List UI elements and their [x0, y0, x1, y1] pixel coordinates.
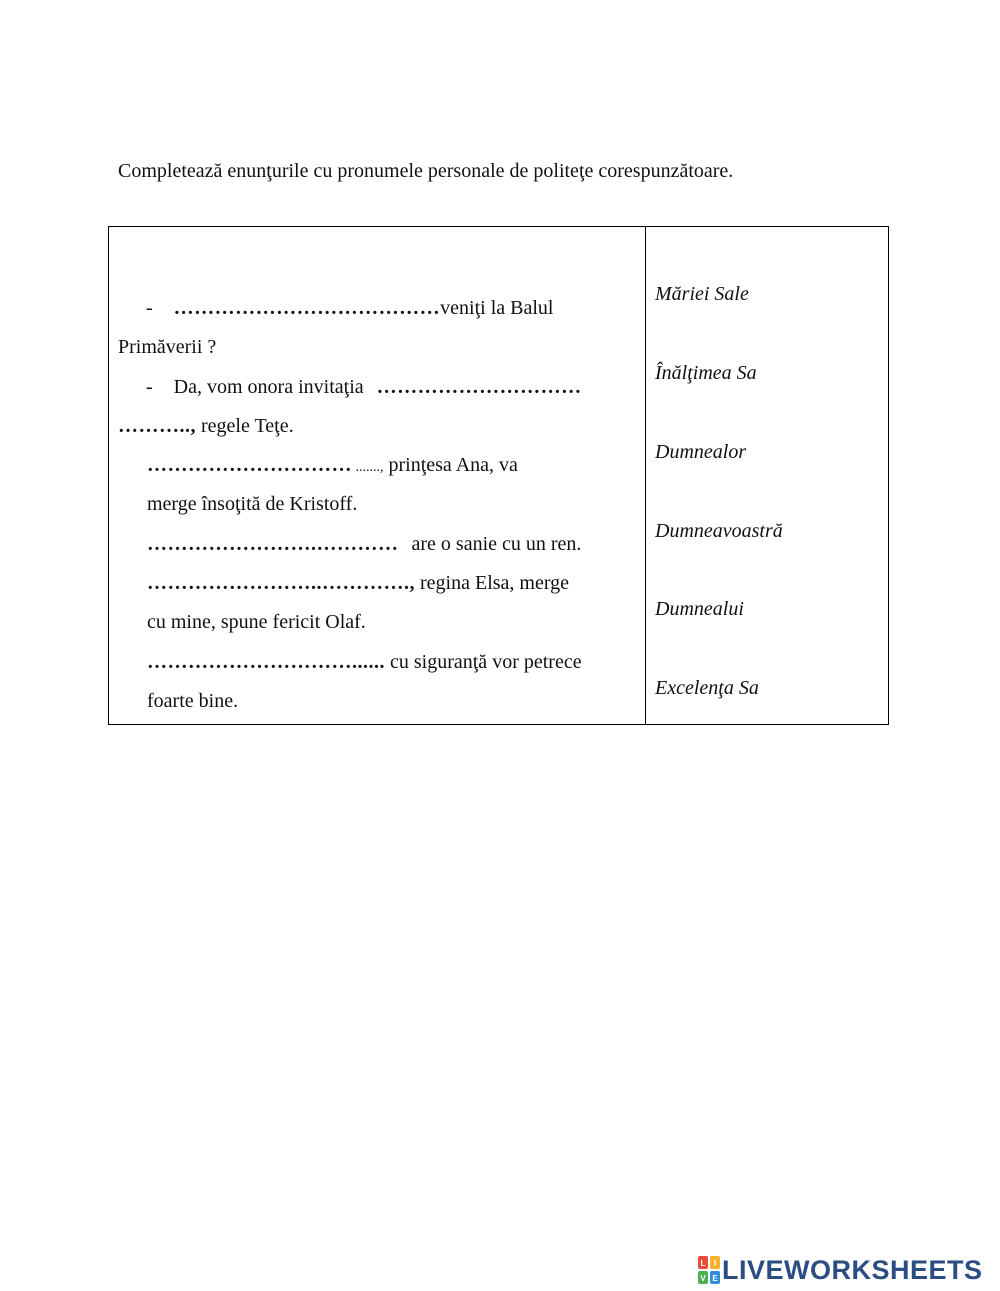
column-divider	[645, 227, 646, 724]
sentence-text: regele Teţe.	[196, 415, 294, 437]
dots: .......,	[352, 460, 384, 475]
option-excelenta-sa[interactable]: Excelenţa Sa	[655, 677, 759, 699]
sentence-text: veniţi la Balul	[440, 297, 554, 319]
liveworksheets-logo-icon	[698, 1256, 720, 1284]
option-dumneavoastra[interactable]: Dumneavoastră	[655, 520, 783, 542]
answer-blank-6[interactable]: …………………………......	[147, 651, 385, 673]
sentence-1-line-2: Primăverii ?	[118, 336, 217, 358]
answer-blank-3[interactable]: …………………………	[147, 454, 352, 476]
liveworksheets-logo	[698, 1255, 983, 1285]
dash: -	[146, 297, 153, 319]
logo-text: LIVEWORKSHEETS	[722, 1255, 983, 1285]
answer-blank-2-continued[interactable]: ………..,	[118, 415, 196, 437]
sentence-3-line-1	[147, 452, 518, 481]
sentence-text: are o sanie cu un ren.	[411, 533, 582, 555]
sentence-6-line-1	[147, 649, 582, 675]
option-dumnealui[interactable]: Dumnealui	[655, 598, 744, 620]
answer-blank-5[interactable]: ……………………..………….,	[147, 572, 415, 594]
answer-blank-4[interactable]: …………………….…………	[147, 533, 399, 555]
sentence-5-line-2: cu mine, spune fericit Olaf.	[147, 611, 366, 633]
answer-blank-2[interactable]: …………………………	[376, 376, 582, 398]
sentence-text: cu siguranţă vor petrece	[385, 651, 582, 673]
answer-blank-1[interactable]: …………………………………	[173, 297, 441, 319]
sentence-2-line-2	[118, 413, 294, 439]
option-mariei-sale[interactable]: Măriei Sale	[655, 283, 749, 305]
sentence-6-line-2: foarte bine.	[147, 690, 239, 712]
sentence-text: regina Elsa, merge	[415, 572, 570, 594]
sentence-text: prinţesa Ana, va	[383, 454, 518, 476]
option-inaltimea-sa[interactable]: Înălţimea Sa	[655, 362, 757, 384]
svg-text:I: I	[713, 1259, 717, 1268]
sentence-3-line-2: merge însoţită de Kristoff.	[147, 493, 358, 515]
instruction-text: Completează enunţurile cu pronumele personale de politeţe corespunzătoare.	[118, 160, 734, 182]
option-dumnealor[interactable]: Dumnealor	[655, 441, 747, 463]
sentence-5-line-1	[147, 570, 569, 596]
svg-text:L: L	[700, 1259, 706, 1268]
exercise-table	[108, 226, 889, 725]
sentence-text: Da, vom onora invitaţia	[173, 376, 364, 398]
svg-text:E: E	[712, 1274, 718, 1283]
sentence-2-line-1	[146, 374, 582, 400]
svg-text:V: V	[700, 1274, 706, 1283]
sentence-1-line-1	[146, 295, 553, 321]
sentence-4-line-1	[147, 531, 581, 557]
dash: -	[146, 376, 153, 398]
